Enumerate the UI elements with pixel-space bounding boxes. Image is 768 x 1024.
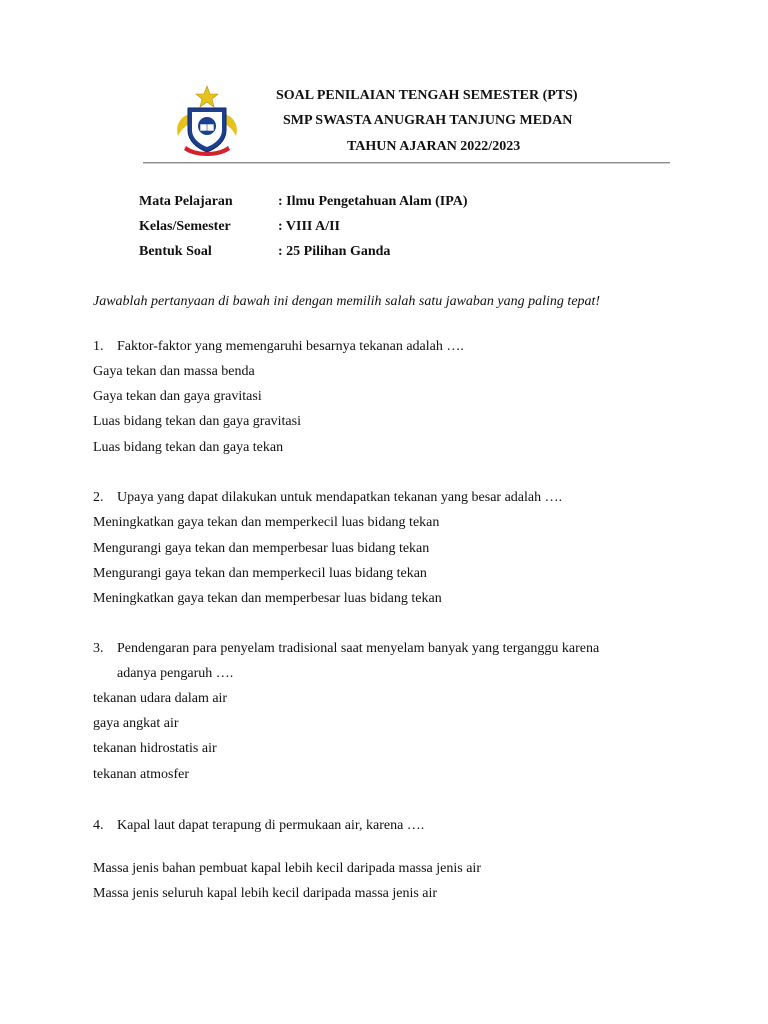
school-logo — [172, 84, 242, 158]
question-number: 1. — [93, 339, 104, 354]
instruction-text: Jawablah pertanyaan di bawah ini dengan memilih salah satu jawaban yang paling tepat! — [93, 294, 601, 309]
question-text-line1: Pendengaran para penyelam tradisional saat menyelam banyak yang terganggu karena — [117, 641, 600, 656]
subject-value: : Ilmu Pengetahuan Alam (IPA) — [278, 194, 468, 209]
question-number: 4. — [93, 818, 104, 833]
question-text: Kapal laut dapat terapung di permukaan air, karena …. — [117, 818, 425, 833]
form-label: Bentuk Soal — [139, 244, 212, 259]
question-text: Faktor-faktor yang memengaruhi besarnya tekanan adalah …. — [117, 339, 464, 354]
answer-option[interactable]: Meningkatkan gaya tekan dan memperkecil luas bidang tekan — [93, 515, 440, 530]
class-label: Kelas/Semester — [139, 219, 231, 234]
question-text: Upaya yang dapat dilakukan untuk mendapatkan tekanan yang besar adalah …. — [117, 490, 563, 505]
answer-option[interactable]: Gaya tekan dan gaya gravitasi — [93, 389, 262, 404]
logo-star-icon — [196, 86, 218, 107]
question-text-line2: adanya pengaruh …. — [117, 666, 234, 681]
question-number: 3. — [93, 641, 104, 656]
answer-option[interactable]: tekanan udara dalam air — [93, 691, 228, 706]
answer-option[interactable]: Luas bidang tekan dan gaya gravitasi — [93, 414, 301, 429]
answer-option[interactable]: Mengurangi gaya tekan dan memperbesar luas bidang tekan — [93, 541, 430, 556]
answer-option[interactable]: gaya angkat air — [93, 716, 179, 731]
answer-option[interactable]: Meningkatkan gaya tekan dan memperbesar luas bidang tekan — [93, 591, 442, 606]
answer-option[interactable]: Gaya tekan dan massa benda — [93, 364, 255, 379]
answer-option[interactable]: Massa jenis seluruh kapal lebih kecil daripada massa jenis air — [93, 886, 438, 901]
header-divider — [143, 162, 670, 164]
school-name: SMP SWASTA ANUGRAH TANJUNG MEDAN — [283, 113, 573, 128]
subject-label: Mata Pelajaran — [139, 194, 233, 209]
form-value: : 25 Pilihan Ganda — [278, 244, 391, 259]
answer-option[interactable]: Massa jenis bahan pembuat kapal lebih kecil daripada massa jenis air — [93, 861, 481, 876]
answer-option[interactable]: Luas bidang tekan dan gaya tekan — [93, 440, 284, 455]
answer-option[interactable]: tekanan hidrostatis air — [93, 741, 217, 756]
class-value: : VIII A/II — [278, 219, 340, 234]
question-number: 2. — [93, 490, 104, 505]
document-title: SOAL PENILAIAN TENGAH SEMESTER (PTS) — [276, 88, 578, 103]
academic-year: TAHUN AJARAN 2022/2023 — [347, 139, 521, 154]
answer-option[interactable]: tekanan atmosfer — [93, 767, 190, 782]
answer-option[interactable]: Mengurangi gaya tekan dan memperkecil luas bidang tekan — [93, 566, 427, 581]
